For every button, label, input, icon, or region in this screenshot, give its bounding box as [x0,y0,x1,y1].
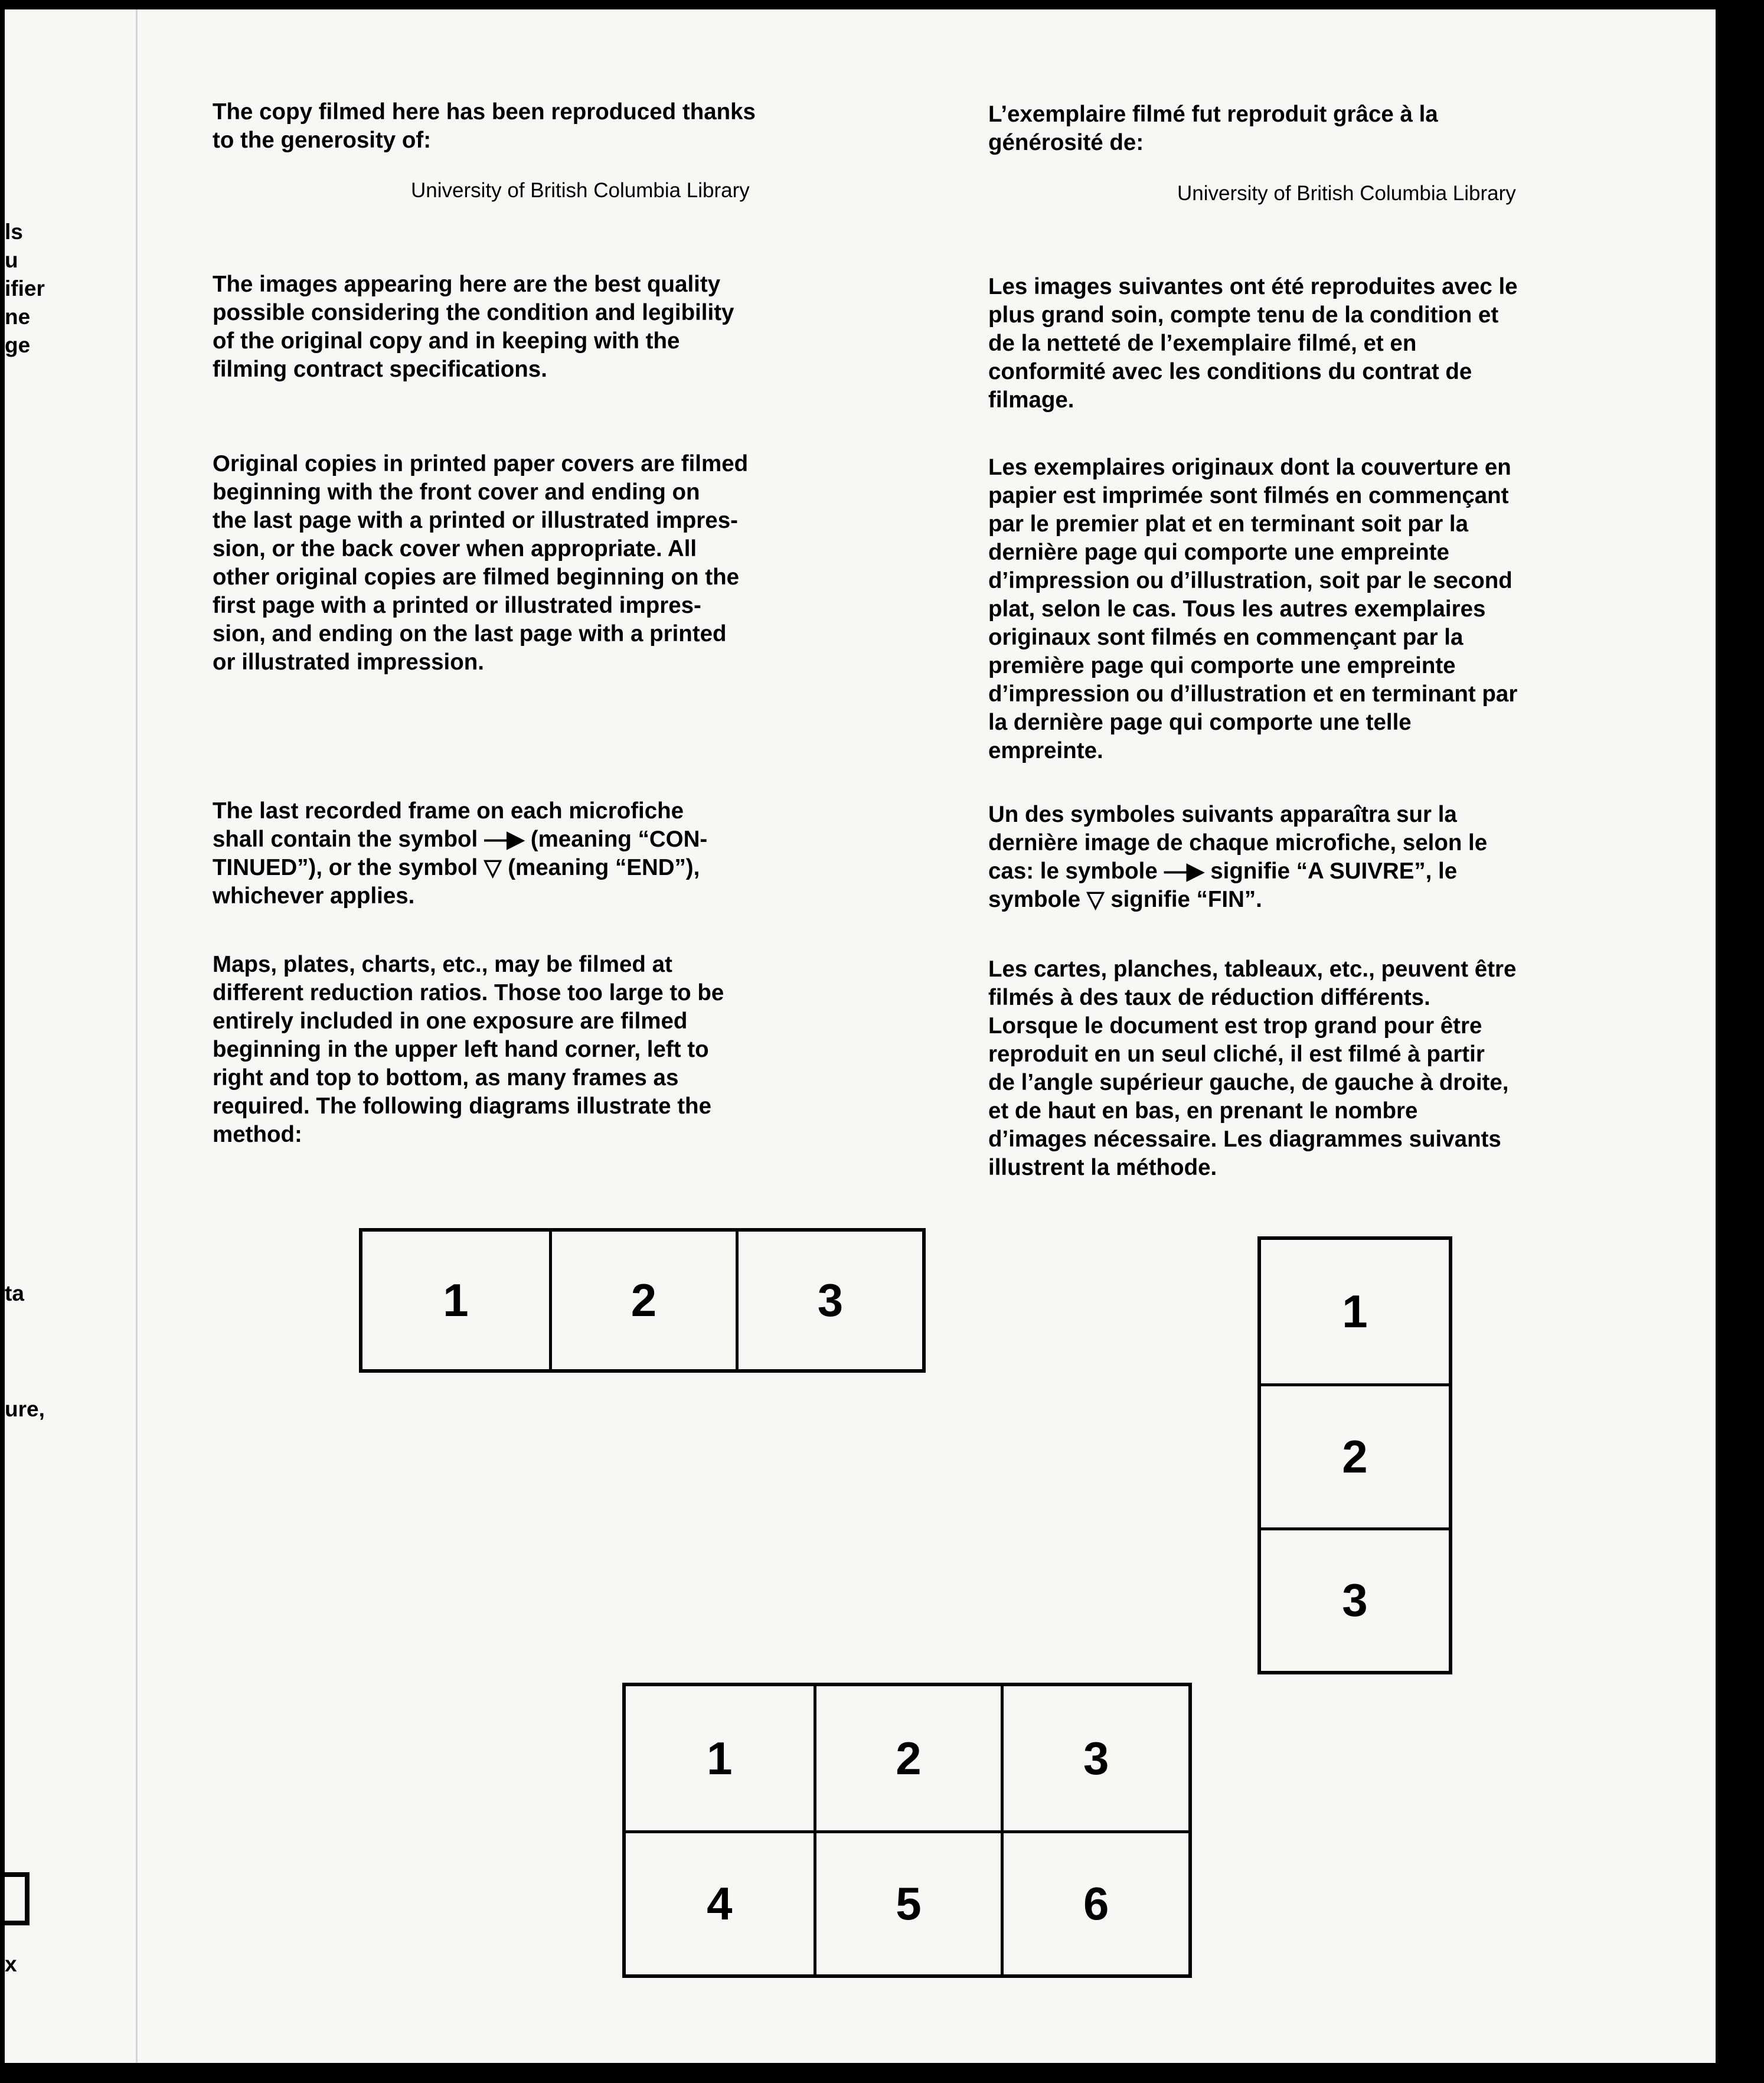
fragment-text: ure, [5,1397,45,1421]
text-line: beginning with the front cover and ending on [213,479,700,505]
text-line: Les exemplaires originaux dont la couverture en [988,455,1511,480]
en-maps-paragraph [213,951,724,1149]
text-line: la dernière page qui comporte une telle [988,710,1412,735]
en-library-name: University of British Columbia Library [411,179,750,202]
diagram-grid-frames [622,1683,1192,1978]
text-line: L’exemplaire filmé fut reproduit grâce à la [988,102,1438,127]
frame-cell: 2 [549,1232,736,1369]
frame-cell: 3 [1001,1686,1188,1830]
text-line: papier est imprimée sont filmés en commençant [988,483,1509,508]
en-quality-paragraph [213,270,734,384]
previous-page-strip [5,9,138,2063]
text-line: different reduction ratios. Those too large to be [213,980,724,1005]
text-line: filmage. [988,387,1074,413]
fragment-text: ne [5,305,31,329]
text-line: other original copies are filmed beginning on the [213,564,740,590]
text-line: reproduit en un seul cliché, il est filmé à partir [988,1042,1485,1067]
text-line: par le premier plat et en terminant soit par la [988,511,1469,537]
text-line: d’impression ou d’illustration, soit par le second [988,568,1513,593]
text-line: whichever applies. [213,883,415,909]
fr-thanks-paragraph [988,100,1438,157]
text-line: Les images suivantes ont été reproduites avec le [988,274,1518,299]
text-line: plus grand soin, compte tenu de la condition et [988,302,1499,328]
text-line: sion, or the back cover when appropriate. All [213,536,697,561]
text-line: Un des symboles suivants apparaîtra sur la [988,802,1457,827]
text-line: beginning in the upper left hand corner, left to [213,1037,709,1062]
fr-library-name: University of British Columbia Library [1177,182,1516,205]
text-line: de l’angle supérieur gauche, de gauche à droite, [988,1070,1509,1095]
text-line: cas: le symbole —▶ signifie “A SUIVRE”, le [988,858,1458,884]
fr-originals-paragraph [988,453,1517,765]
text-line: empreinte. [988,738,1103,763]
text-line: Lorsque le document est trop grand pour être [988,1013,1482,1039]
text-line: The images appearing here are the best quality [213,272,721,297]
text-line: the last page with a printed or illustrated impres- [213,508,738,533]
text-line: plat, selon le cas. Tous les autres exemplaires [988,596,1486,622]
text-line: to the generosity of: [213,128,432,153]
fragment-text: u [5,248,18,272]
text-line: de la netteté de l’exemplaire filmé, et en [988,331,1417,356]
fragment-text: x [5,1952,17,1976]
text-line: right and top to bottom, as many frames as [213,1065,679,1091]
text-line: Maps, plates, charts, etc., may be filmed at [213,952,672,977]
text-line: possible considering the condition and legibility [213,300,734,325]
text-line: dernière image de chaque microfiche, selon le [988,830,1488,856]
diagram-column-frames [1257,1236,1452,1674]
en-originals-paragraph [213,450,748,677]
text-line: d’impression ou d’illustration et en terminant par [988,681,1518,707]
text-line: et de haut en bas, en prenant le nombre [988,1098,1418,1124]
text-line: TINUED”), or the symbol ▽ (meaning “END”), [213,855,700,880]
fragment-text: ls [5,220,23,244]
text-line: first page with a printed or illustrated impres- [213,593,701,618]
text-line: originaux sont filmés en commençant par la [988,625,1464,650]
text-line: première page qui comporte une empreinte [988,653,1456,678]
text-line: Les cartes, planches, tableaux, etc., peuvent être [988,956,1517,982]
diagram-row-frames [359,1228,926,1373]
text-line: sion, and ending on the last page with a printed [213,621,727,647]
en-symbols-paragraph [213,797,707,910]
frame-cell: 6 [1001,1830,1188,1974]
frame-cell: 2 [814,1686,1001,1830]
fr-maps-paragraph [988,955,1516,1182]
frame-cell: 3 [1261,1527,1449,1671]
frame-cell: 2 [1261,1383,1449,1527]
fr-quality-paragraph [988,273,1518,414]
frame-cell: 1 [707,1732,733,1784]
text-line: générosité de: [988,130,1144,155]
text-line: required. The following diagrams illustrate the [213,1093,711,1119]
fragment-text: ge [5,333,31,357]
text-line: dernière page qui comporte une empreinte [988,540,1449,565]
text-line: d’images nécessaire. Les diagrammes suivants [988,1127,1501,1152]
text-line: of the original copy and in keeping with the [213,328,680,354]
text-line: Original copies in printed paper covers are filmed [213,451,749,476]
fragment-text: ta [5,1281,24,1305]
frame-cell: 1 [443,1274,469,1326]
text-line: The last recorded frame on each microfiche [213,798,684,824]
frame-cell: 3 [736,1232,922,1369]
text-line: method: [213,1122,302,1147]
text-line: The copy filmed here has been reproduced thanks [213,99,756,125]
text-line: filmés à des taux de réduction différents. [988,985,1430,1010]
text-line: entirely included in one exposure are filmed [213,1008,688,1034]
text-line: conformité avec les conditions du contrat de [988,359,1472,384]
text-line: filming contract specifications. [213,357,547,382]
frame-cell: 5 [814,1830,1001,1974]
text-line: or illustrated impression. [213,649,484,675]
fragment-box [5,1872,30,1925]
film-target-page [5,9,1716,2063]
fragment-text: ifier [5,276,45,301]
text-line: symbole ▽ signifie “FIN”. [988,887,1262,912]
text-line: shall contain the symbol —▶ (meaning “CON- [213,827,708,852]
text-line: illustrent la méthode. [988,1155,1217,1180]
fr-symbols-paragraph [988,801,1487,914]
frame-cell: 4 [626,1830,814,1974]
frame-cell: 1 [1342,1285,1368,1338]
en-thanks-paragraph [213,98,756,155]
